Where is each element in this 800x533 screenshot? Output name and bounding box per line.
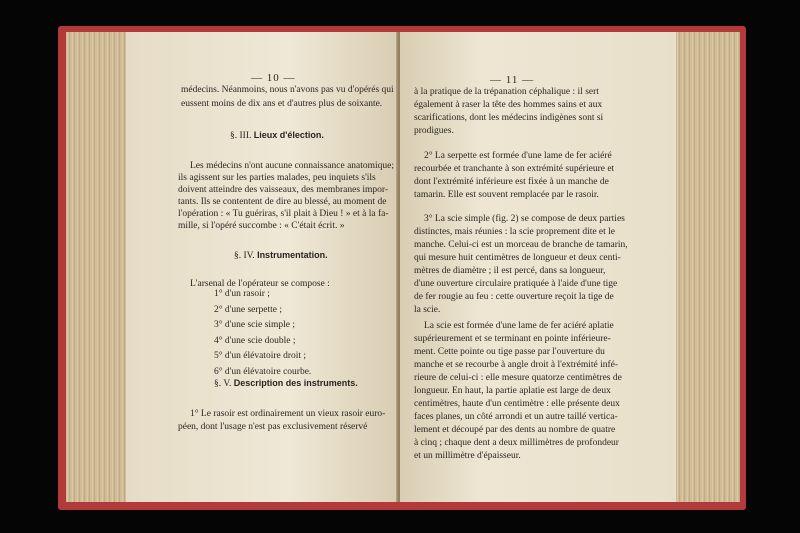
list-item: 2° d'une serpette ; (214, 304, 283, 315)
text-line: lement et découpé par des dents au nombre de quatre (414, 425, 616, 435)
text-line: la scie. (414, 305, 441, 315)
text-line: 1° Le rasoir est ordinairement un vieux rasoir euro- (190, 409, 386, 419)
section-title: Description des instruments. (233, 378, 358, 388)
text-line: prodigues. (414, 126, 454, 136)
text-line: l'opération : « Tu guériras, s'il plait à Dieu ! » et à la fa- (178, 209, 389, 219)
text-line: dont l'extrémité inférieure est fixée à un manche de (414, 177, 609, 187)
text-line: mètres de diamètre ; il est percé, dans sa longueur, (414, 266, 606, 276)
instrument-list (214, 287, 311, 380)
text-line: La scie est formée d'une lame de fer aciéré aplatie (424, 321, 614, 331)
text-line: tants. Ils se contentent de dire au blessé, au moment de (178, 197, 387, 207)
section-number: §. V. (214, 379, 232, 389)
text-line: péen, dont l'usage n'est pas exclusivement réservé (178, 422, 368, 432)
page-number: — 11 — (490, 74, 535, 86)
text-line: et un millimètre d'épaisseur. (414, 451, 521, 461)
right-page-edges (676, 32, 740, 502)
text-line: 3° La scie simple (fig. 2) se compose de deux parties (424, 214, 625, 224)
text-line: longueur. En haut, la partie aplatie est large de deux (414, 386, 611, 396)
section-title: Instrumentation. (257, 250, 328, 260)
text-line: faces planes, un côté arrondi et un autre taillé vertica- (414, 412, 618, 422)
text-line: mille, si l'opéré succombe : « C'était écrit. » (178, 221, 345, 231)
text-line: 2° La serpette est formée d'une lame de fer aciéré (424, 151, 612, 161)
text-line: à cinq ; chaque dent a deux millimètres de profondeur (414, 438, 619, 448)
section-title: Lieux d'élection. (253, 130, 324, 140)
text-line: médecins. Néanmoins, nous n'avons pas vu d'opérés qui (181, 85, 394, 95)
text-line: centimètres, haute d'un centimètre : elle présente deux (414, 399, 620, 409)
text-line: manche et se recourbe à angle droit à l'extrémité infé- (414, 360, 619, 370)
list-item: 3° d'une scie simple ; (214, 320, 295, 330)
text-line: doivent atteindre des vaisseaux, des membranes impor- (178, 185, 389, 195)
text-line: L'arsenal de l'opérateur se compose : (190, 279, 330, 289)
text-line: distinctes, mais réunies : la scie proprement dite et le (414, 227, 616, 237)
page-number: — 10 — (251, 72, 296, 84)
text-line: recourbée et tranchante à son extrémité supérieure et (414, 164, 615, 174)
text-line: scarifications, dont les médecins indigènes sont si (414, 113, 604, 123)
text-line: à la pratique de la trépanation céphalique : il sert (414, 87, 599, 97)
text-line: Les médecins n'ont aucune connaissance anatomique; (190, 161, 395, 171)
list-item: 5° d'un élévatoire droit ; (214, 351, 307, 361)
left-page-edges (66, 32, 126, 502)
text-line: ils agissent sur les parties malades, peu inquiets s'ils (178, 173, 376, 183)
list-item: 1° d'un rasoir ; (214, 289, 270, 299)
text-line: eussent moins de dix ans et d'autres plus de soixante. (181, 99, 383, 109)
text-line: manche. Celui-ci est un morceau de branche de tamarin, (414, 240, 628, 250)
text-line: de fer rougie au feu : cette ouverture reçoit la tige de (414, 292, 614, 302)
section-heading (214, 378, 358, 389)
section-heading (230, 130, 324, 141)
right-page (400, 32, 676, 502)
text-line: également à raser la tête des hommes sains et aux (414, 100, 603, 110)
text-line: d'une ouverture circulaire pratiquée à l'aide d'une tige (414, 279, 618, 289)
text-line: tamarin. Elle est souvent remplacée par le rasoir. (414, 190, 599, 200)
text-line: ment. Cette pointe ou tige passe par l'ouverture du (414, 347, 605, 357)
section-heading (234, 250, 328, 261)
list-item: 4° d'une scie double ; (214, 335, 296, 346)
text-line: supérieurement et se terminant en pointe inférieure- (414, 334, 611, 344)
text-line: rieure de celui-ci : elle mesure quatorze centimètres de (414, 373, 622, 383)
section-number: §. IV. (234, 251, 255, 261)
text-line: qui mesure huit centimètres de longueur et deux centi- (414, 253, 621, 263)
left-page (126, 32, 398, 502)
list-item: 6° d'un élévatoire courbe. (214, 366, 312, 377)
section-number: §. III. (230, 131, 252, 141)
